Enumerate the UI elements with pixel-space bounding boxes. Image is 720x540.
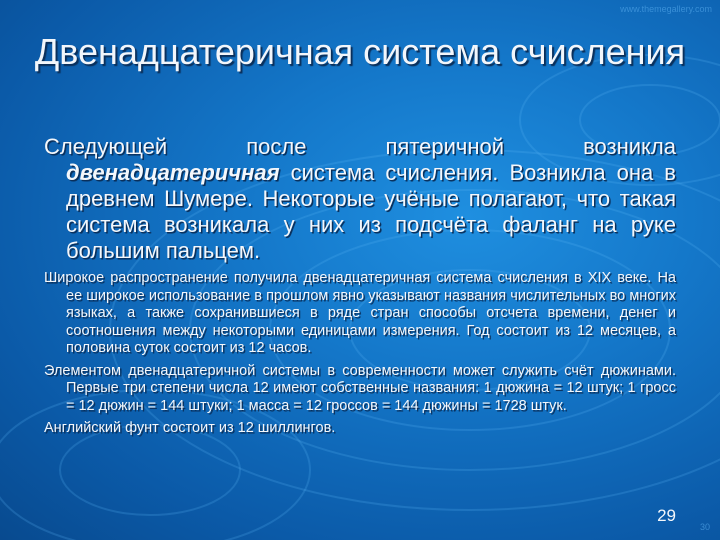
slide-content: [44, 134, 676, 443]
slide-title: Двенадцатеричная система счисления: [34, 31, 686, 72]
paragraph-pound: Английский фунт состоит из 12 шиллингов.: [44, 420, 336, 436]
paragraph-lead-start: Следующей после пятеричной возникла: [44, 134, 676, 159]
watermark: www.themegallery.com: [620, 4, 712, 14]
paragraph-dozens: Элементом двенадцатеричной системы в современности может служить счёт дюжинами. Первые три степени числа 12 имеют собственные названия: 1 дюжина = 12 штук; 1 гросс = 12 дюжин = 144 штуки; 1 масса = 12 гроссов = 144 дюжины = 1728 штук.: [44, 362, 676, 414]
paragraph-history: Широкое распространение получила двенадцатеричная система счисления в XIX веке. На ее широкое использование в прошлом явно указывают названия числительных во многих языках, а также сохранившиеся в ряде стран способы отсчета времени, денег и соотношения между некоторыми единицами измерения. Год состоит из 12 месяцев, а половина суток состоит из 12 часов.: [44, 270, 676, 356]
paragraph-lead-end: система счисления. Возникла она в древнем Шумере. Некоторые учёные полагают, что такая система возникала у них из подсчёта фаланг на руке большим пальцем.: [66, 160, 676, 263]
paragraph-lead: [44, 134, 676, 264]
corner-number: 30: [699, 522, 710, 532]
emphasized-term: двенадцатеричная: [66, 160, 280, 185]
page-number: 29: [657, 506, 676, 525]
